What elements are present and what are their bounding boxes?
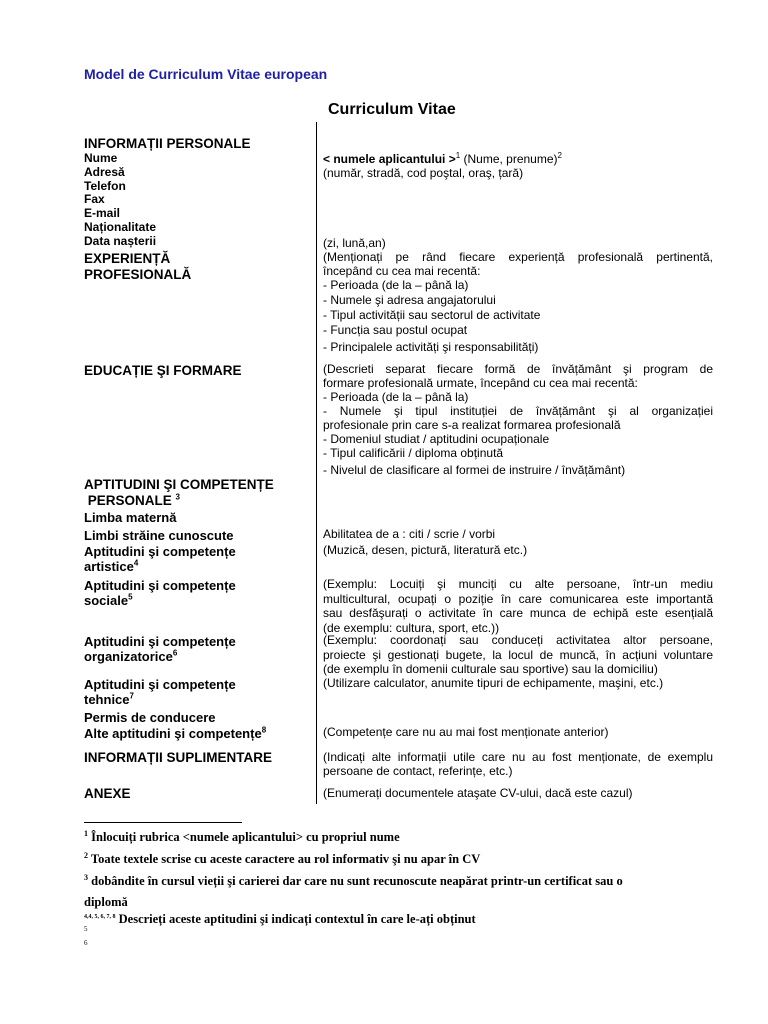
footnote-text: Înlocuiți rubrica <numele aplicantului> cu propriul nume [88, 830, 400, 844]
footnote-text: Toate textele scrise cu aceste caractere au rol informativ şi nu apar în CV [88, 852, 481, 866]
footnote-ref: 7 [129, 691, 134, 701]
label-nationality: Naționalitate [84, 219, 157, 234]
skills-heading [84, 477, 274, 509]
artistic-label-line2: artistice [84, 559, 134, 574]
additional-info-line: (Indicați alte informații utile care nu au fost menționate, de exemplu [323, 750, 713, 764]
footnote-4 [84, 912, 476, 927]
footnote-6: 6 [84, 939, 88, 947]
footnote-ref: 4 [133, 558, 139, 568]
footnote-separator [84, 822, 242, 823]
experience-item: - Perioada (de la – până la) [323, 278, 469, 292]
annexes-value: (Enumerați documentele ataşate CV-ului, dacă este cazul) [323, 786, 633, 800]
label-phone: Telefon [84, 178, 126, 193]
experience-item: - Numele şi adresa angajatorului [323, 293, 496, 307]
name-hint: (Nume, prenume) [460, 152, 558, 166]
skills-heading-line2: PERSONALE [87, 493, 172, 508]
education-item: - Numele şi tipul instituției de învățământ şi al organizației [323, 404, 713, 418]
footnote-ref: 6 [172, 648, 178, 658]
experience-item: - Tipul activității sau sectorul de activitate [323, 308, 541, 322]
additional-info-line: persoane de contact, referințe, etc.) [323, 764, 513, 778]
footnote-mark: 2 [84, 850, 88, 860]
foreign-languages-value: Abilitatea de a : citi / scrie / vorbi [323, 527, 496, 541]
experience-item: - Funcția sau postul ocupat [323, 323, 468, 337]
org-value-line: (Exemplu: coordonați sau conduceți activitatea altor persoane, [323, 633, 713, 647]
footnote-text: dobândite în cursul vieții şi carierei dar care nu sunt recunoscute neapărat printr-un certificat sau o [88, 874, 623, 888]
additional-info-value [323, 750, 713, 778]
education-item: - Nivelul de clasificare al formei de instruire / învățământ) [323, 463, 626, 477]
experience-intro: începând cu cea mai recentă: [323, 264, 481, 278]
artistic-skills-label [84, 544, 236, 574]
footnote-ref: 1 [455, 151, 461, 160]
footnote-ref: 8 [261, 725, 267, 735]
org-label-line2: organizatorice [84, 649, 173, 664]
footnote-mark: 1 [84, 828, 88, 838]
other-skills-label [84, 726, 266, 741]
social-value-line: multicultural, ocupați o poziție în care comunicarea este importantă [323, 591, 713, 606]
education-description [323, 362, 713, 477]
foreign-languages-label: Limbi străine cunoscute [84, 528, 234, 543]
driving-license-label: Permis de conducere [84, 710, 216, 725]
technical-skills-label [84, 677, 236, 707]
social-skills-label [84, 578, 236, 608]
footnote-ref: 5 [128, 592, 133, 602]
model-title: Model de Curriculum Vitae european [84, 66, 328, 82]
social-value-line: (de exemplu: cultura, sport, etc.)) [323, 620, 500, 635]
mother-tongue-label: Limba maternă [84, 510, 177, 525]
technical-skills-value: (Utilizare calculator, anumite tipuri de echipamente, maşini, etc.) [323, 676, 664, 690]
label-birthdate: Data nașterii [84, 233, 157, 248]
social-value-line: (Exemplu: Locuiți şi munciți cu alte persoane, într-un mediu [323, 577, 713, 591]
other-skills-value: (Competențe care nu au mai fost menționate anterior) [323, 725, 609, 739]
footnote-5: 5 [84, 925, 88, 933]
education-heading: EDUCAȚIE ŞI FORMARE [84, 363, 242, 378]
footnote-3 [84, 874, 623, 889]
experience-item: - Principalele activități şi responsabilități) [323, 340, 539, 354]
experience-intro: (Menționați pe rând fiecare experiență profesională pertinentă, [323, 250, 713, 264]
experience-heading-line2: PROFESIONALĂ [84, 267, 192, 282]
education-item: profesionale prin care s-a realizat formarea profesională [323, 418, 621, 432]
org-value-line: proiecte şi gestionați bugete, la locul de muncă, în acțiuni voluntare [323, 647, 713, 662]
label-address: Adresă [84, 164, 125, 179]
org-value-line: (de exemplu în domenii culturale sau sportive) sau la domiciliu) [323, 662, 658, 676]
footnote-1 [84, 830, 400, 845]
experience-heading-line1: EXPERIENȚĂ [84, 251, 171, 266]
tech-label-line1: Aptitudini şi competențe [84, 677, 236, 692]
experience-description [323, 250, 713, 355]
address-value: (număr, stradă, cod poştal, oraş, țară) [323, 166, 524, 180]
skills-heading-line1: APTITUDINI ŞI COMPETENȚE [84, 477, 274, 492]
social-label-line1: Aptitudini şi competențe [84, 578, 236, 593]
social-label-line2: sociale [84, 593, 129, 608]
tech-label-line2: tehnice [84, 692, 130, 707]
name-value [323, 152, 562, 166]
label-email: E-mail [84, 206, 121, 221]
education-intro: formare profesională urmate, începând cu cea mai recentă: [323, 376, 638, 390]
footnote-3-continued: diplomă [84, 895, 128, 909]
personal-labels [84, 152, 156, 249]
birthdate-value: (zi, lună,an) [323, 236, 386, 250]
education-intro: (Descrieti separat fiecare formă de învățământ şi program de [323, 362, 713, 376]
footnote-2 [84, 852, 480, 867]
education-item: - Perioada (de la – până la) [323, 390, 469, 404]
organizational-skills-value [323, 633, 713, 677]
artistic-skills-value: (Muzică, desen, pictură, literatură etc.) [323, 543, 528, 557]
label-fax: Fax [84, 192, 105, 207]
org-label-line1: Aptitudini şi competențe [84, 634, 236, 649]
footnote-mark: 4,4, 5, 6, 7, 8 [84, 913, 116, 920]
footnote-ref: 3 [175, 492, 180, 502]
footnote-mark: 3 [84, 872, 88, 882]
personal-heading: INFORMAȚII PERSONALE [84, 136, 251, 151]
organizational-skills-label [84, 634, 236, 664]
experience-heading [84, 251, 191, 283]
annexes-heading: ANEXE [84, 786, 131, 801]
education-item: - Domeniul studiat / aptitudini ocupaționale [323, 432, 550, 446]
name-placeholder: < numele aplicantului > [323, 152, 456, 166]
footnote-text: Descrieți aceste aptitudini şi indicați contextul în care le-ați obținut [115, 912, 476, 926]
artistic-label-line1: Aptitudini şi competențe [84, 544, 236, 559]
footnote-ref: 2 [557, 151, 562, 160]
additional-info-heading: INFORMAȚII SUPLIMENTARE [84, 750, 272, 765]
other-skills-text: Alte aptitudini şi competențe [84, 726, 262, 741]
social-skills-value [323, 577, 713, 635]
label-name: Nume [84, 151, 118, 165]
column-divider [316, 122, 317, 804]
cv-title: Curriculum Vitae [328, 101, 456, 118]
social-value-line: sau desfăşurați o activitate în care munca de echipă este esențială [323, 606, 713, 620]
education-item: - Tipul calificării / diploma obținută [323, 446, 504, 460]
